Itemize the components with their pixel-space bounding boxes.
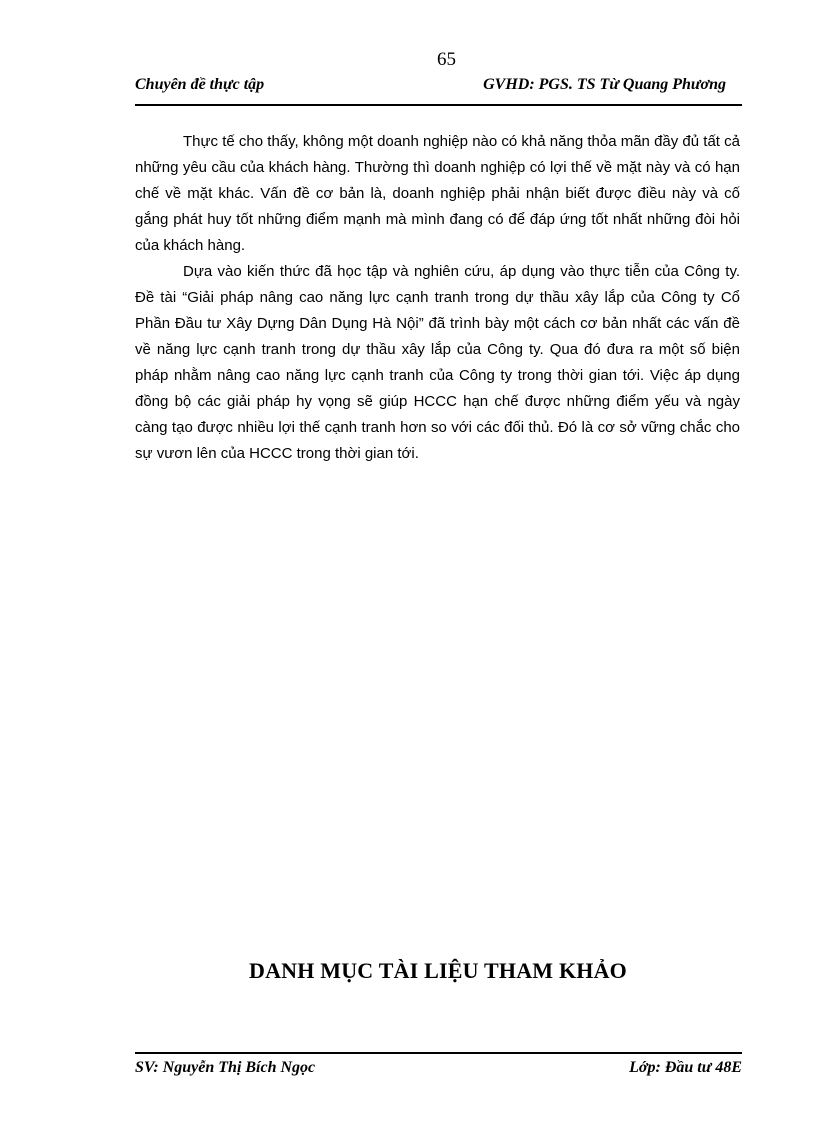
footer-student: SV: Nguyễn Thị Bích Ngọc [135, 1059, 316, 1076]
header-document-type: Chuyên đề thực tập [135, 76, 265, 93]
header-divider [135, 104, 742, 106]
paragraph: Dựa vào kiến thức đã học tập và nghiên cứu, áp dụng vào thực tiễn của Công ty. Đề tài “Giải pháp nâng cao năng lực cạnh tranh trong dự thầu xây lắp của Công ty Cổ Phần Đầu tư Xây Dựng Dân Dụng Hà Nội” đã trình bày một cách cơ bản nhất các vấn đề về năng lực cạnh tranh trong dự thầu xây lắp của Công ty. Qua đó đưa ra một số biện pháp nhằm nâng cao năng lực cạnh tranh của Công ty trong thời gian tới. Việc áp dụng đồng bộ các giải pháp hy vọng sẽ giúp HCCC hạn chế được những điểm yếu và ngày càng tạo được nhiều lợi thế cạnh tranh hơn so với các đối thủ. Đó là cơ sở vững chắc cho sự vươn lên của HCCC trong thời gian tới. [135, 263, 740, 462]
section-title: DANH MỤC TÀI LIỆU THAM KHẢO [248, 958, 627, 983]
footer-divider [135, 1052, 742, 1054]
header-supervisor: GVHD: PGS. TS Từ Quang Phương [483, 76, 726, 93]
body-text [135, 129, 740, 467]
footer-class: Lớp: Đầu tư 48E [629, 1059, 742, 1076]
page-footer [135, 1056, 742, 1080]
paragraph: Thực tế cho thấy, không một doanh nghiệp nào có khả năng thỏa mãn đầy đủ tất cả những yêu cầu của khách hàng. Thường thì doanh nghiệp có lợi thế về mặt này và có hạn chế về mặt khác. Vấn đề cơ bản là, doanh nghiệp phải nhận biết được điều này và cố gắng phát huy tốt những điểm mạnh mà mình đang có để đáp ứng tốt nhất những đòi hỏi của khách hàng. [135, 133, 740, 254]
page-header [135, 73, 742, 97]
page-number: 65 [437, 49, 456, 70]
